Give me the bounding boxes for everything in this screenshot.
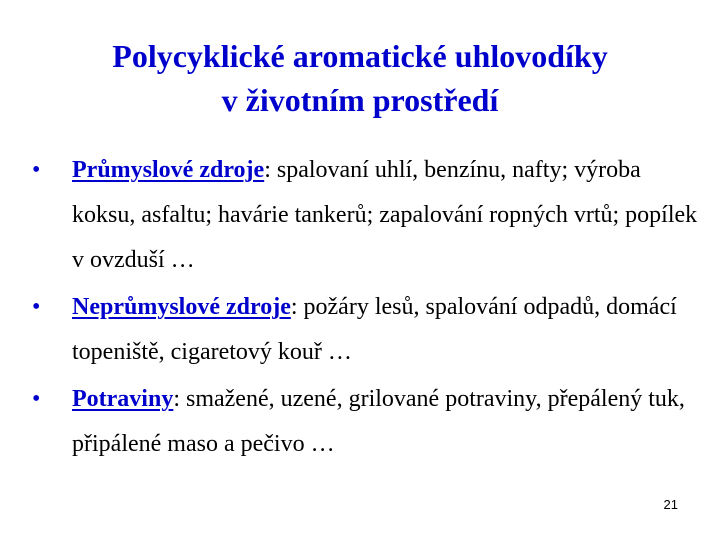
bullet-item-industrial-sources [32, 148, 702, 283]
bullet-text: : požáry lesů, spalování odpadů, domácí topeniště, cigaretový kouř … [72, 294, 677, 365]
page-number: 21 [663, 497, 678, 512]
bullet-term: Potraviny [72, 386, 174, 412]
slide-title-line-1: Polycyklické aromatické uhlovodíky [112, 38, 608, 74]
bullet-list [32, 148, 702, 469]
bullet-text: : spalovaní uhlí, benzínu, nafty; výroba koksu, asfaltu; havárie tankerů; zapalování ropných vrtů; popílek v ovzduší … [72, 157, 698, 273]
slide-title [0, 34, 720, 122]
bullet-item-non-industrial-sources [32, 285, 702, 375]
bullet-term: Průmyslové zdroje [72, 157, 265, 183]
bullet-icon: • [32, 157, 41, 183]
bullet-item-food [32, 377, 702, 467]
bullet-term: Neprůmyslové zdroje [72, 294, 291, 320]
bullet-text: : smažené, uzené, grilované potraviny, přepálený tuk, připálené maso a pečivo … [72, 386, 685, 457]
bullet-icon: • [32, 386, 41, 412]
slide-title-line-2: v životním prostředí [221, 82, 499, 118]
bullet-icon: • [32, 294, 41, 320]
